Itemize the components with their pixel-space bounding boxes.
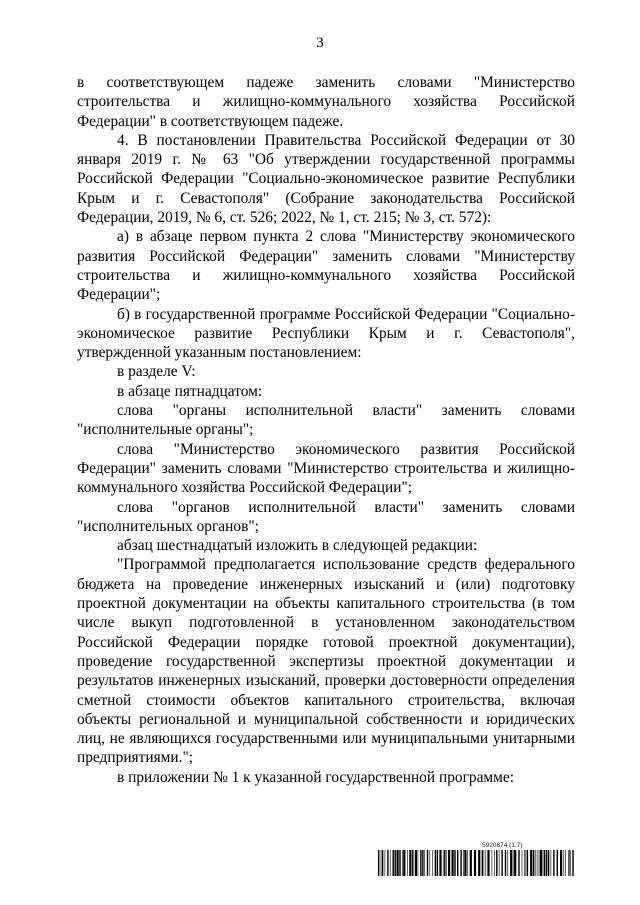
- paragraph: слова "Министерство экономического развития Российской Федерации" заменить словами "Министерство строительства и жилищно-коммунального хозяйства Российской Федерации";: [77, 440, 575, 497]
- paragraph: в соответствующем падеже заменить словами "Министерство строительства и жилищно-коммунального хозяйства Российской Федерации" в соответствующем падеже.: [77, 74, 575, 130]
- barcode: [378, 850, 574, 876]
- paragraph: 4. В постановлении Правительства Российской Федерации от 30 января 2019 г. № 63 "Об утверждении государственной программы Российской Федерации "Социально-экономическое развитие Республики Крым и г. Севастополя" (Собрание законодательства Российской Федерации, 2019, № 6, ст. 526; 2022, № 1, ст. 215; № 3, ст. 572):: [77, 131, 575, 227]
- paragraph: в разделе V:: [117, 363, 196, 381]
- paragraph: слова "органы исполнительной власти" заменить словами "исполнительные органы";: [77, 402, 575, 439]
- page-number: 3: [316, 35, 324, 51]
- paragraph: б) в государственной программе Российской Федерации "Социально-экономическое развитие Республики Крым и г. Севастополя", утвержденной указанным постановлением:: [77, 305, 575, 362]
- paragraph: в абзаце пятнадцатом:: [117, 382, 263, 400]
- paragraph: а) в абзаце первом пункта 2 слова "Министерству экономического развития Российской Федерации" заменить словами "Министерству строительства и жилищно-коммунального хозяйства Российской Федерации";: [77, 228, 575, 304]
- paragraph: в приложении № 1 к указанной государственной программе:: [117, 768, 515, 786]
- paragraph: абзац шестнадцатый изложить в следующей редакции:: [117, 537, 478, 555]
- document-body: [77, 73, 575, 787]
- paragraph: "Программой предполагается использование средств федерального бюджета на проведение инженерных изысканий и (или) подготовку проектной документации на объекты капитального строительства (в том числе выкуп подготовленной в установленном законодательством Российской Федерации порядке готовой проектной документации), проведение государственной экспертизы проектной документации и результатов инженерных изысканий, проверки достоверности определения сметной стоимости объектов капитального строительства, включая объекты региональной и муниципальной собственности и юридических лиц, не являющихся государственными или муниципальными унитарными предприятиями.";: [77, 556, 575, 767]
- barcode-number: 5920874 (1.7): [482, 842, 523, 849]
- paragraph: слова "органов исполнительной власти" заменить словами "исполнительных органов";: [77, 498, 575, 535]
